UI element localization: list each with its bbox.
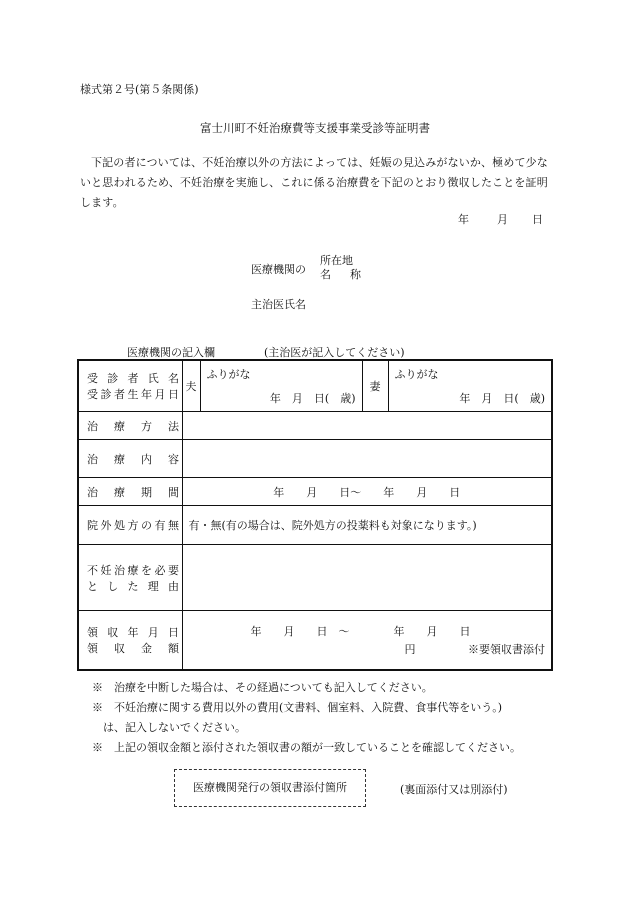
- doctor-name-label: 主治医氏名: [251, 298, 306, 311]
- receipt-yen-label: 円: [404, 643, 416, 656]
- table-caption: 医療機関の記入欄: [127, 346, 215, 359]
- certification-table: [77, 359, 553, 671]
- outpatient-row: [78, 506, 552, 545]
- receipt-date-value: 年 月 日 ～ 年 月 日: [250, 625, 471, 638]
- note-item: は、記入しないでください。: [92, 721, 246, 734]
- receipt-attachment-note: (裏面添付又は別添付): [400, 783, 508, 796]
- notes: [92, 678, 521, 758]
- patient-name-label: 受診者氏名: [87, 372, 179, 385]
- date-month-label: 月: [497, 213, 508, 226]
- wife-entry-cell[interactable]: [388, 360, 552, 412]
- receipt-date-label: 領収年月日: [87, 626, 179, 639]
- period-row: [78, 478, 552, 506]
- table-caption-note: (主治医が記入してください): [264, 346, 405, 359]
- note-item: ※ 治療を中断した場合は、その経過についても記入してください。: [92, 681, 433, 694]
- form-number: 様式第２号(第５条関係): [80, 83, 199, 96]
- date-day-label: 日: [532, 213, 543, 226]
- wife-dob-label: 年 月 日( 歳): [459, 392, 545, 405]
- patient-row: [78, 360, 552, 412]
- receipt-attachment-box: 医療機関発行の領収書添付箇所: [174, 769, 366, 807]
- reason-value-cell[interactable]: [182, 545, 552, 611]
- patient-label-cell: [78, 360, 182, 412]
- reason-row: [78, 545, 552, 611]
- content-label: 治療内容: [87, 452, 179, 466]
- wife-furigana-label: ふりがな: [394, 368, 439, 381]
- note-item: ※ 上記の領収金額と添付された領収書の額が一致していることを確認してください。: [92, 741, 521, 754]
- reason-label-2: とした理由: [87, 579, 179, 593]
- method-label: 治療方法: [87, 419, 179, 433]
- institution-name-label: 名 称: [320, 268, 365, 281]
- period-label: 治療期間: [87, 485, 179, 499]
- date-year-label: 年: [458, 213, 469, 226]
- method-row: [78, 412, 552, 440]
- method-value-cell[interactable]: [182, 412, 552, 440]
- institution-address-label: 所在地: [320, 254, 353, 267]
- husband-furigana-label: ふりがな: [206, 368, 251, 381]
- issue-date: [458, 211, 543, 227]
- husband-dob-label: 年 月 日( 歳): [269, 392, 356, 405]
- outpatient-label: 院外処方の有無: [87, 519, 179, 532]
- note-item: ※ 不妊治療に関する費用以外の費用(文書料、個室料、入院費、食事代等をいう。): [92, 701, 503, 714]
- content-row: [78, 440, 552, 478]
- certification-text: 下記の者については、不妊治療以外の方法によっては、妊娠の見込みがないか、極めて少ないと思われるため、不妊治療を実施し、これに係る治療費を下記のとおり徴収したことを証明します。: [80, 156, 548, 209]
- patient-dob-label: 受診者生年月日: [87, 388, 179, 401]
- period-value[interactable]: 年 月 日～ 年 月 日: [182, 478, 552, 506]
- receipt-row: [78, 611, 552, 671]
- reason-label-1: 不妊治療を必要: [87, 563, 179, 577]
- husband-entry-cell[interactable]: [200, 360, 362, 412]
- receipt-required-note: ※要領収書添付: [468, 643, 545, 656]
- institution-label: 医療機関の: [251, 263, 306, 276]
- document-title: 富士川町不妊治療費等支援事業受診等証明書: [200, 121, 430, 135]
- husband-label: 夫: [182, 360, 200, 412]
- outpatient-value[interactable]: 有・無(有の場合は、院外処方の投薬料も対象になります。): [182, 506, 552, 545]
- content-value-cell[interactable]: [182, 440, 552, 478]
- wife-label: 妻: [362, 360, 388, 412]
- receipt-value-cell[interactable]: [182, 611, 552, 671]
- receipt-amount-label: 領収金額: [87, 642, 179, 655]
